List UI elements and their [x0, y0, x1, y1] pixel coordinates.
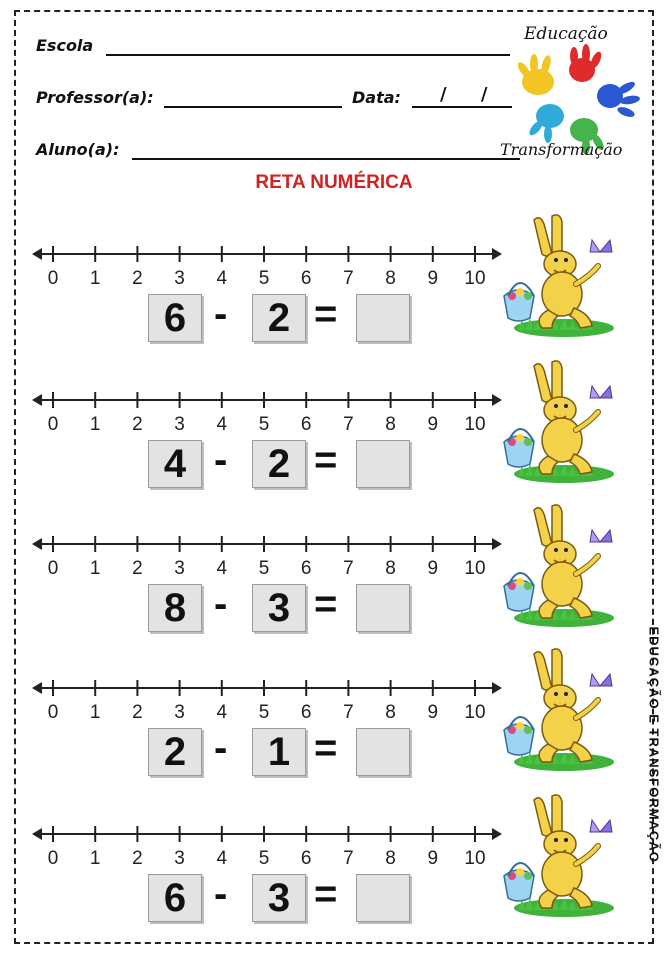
tick-label: 4 [216, 268, 228, 289]
tick-label: 0 [47, 558, 59, 579]
logo-text-transformacao: Transformação [500, 140, 623, 159]
educacao-transformacao-logo [498, 18, 660, 168]
tick-label: 8 [385, 558, 396, 579]
operand-b-box: 1 [252, 728, 306, 776]
tick-label: 9 [427, 702, 439, 723]
tick-label: 6 [300, 702, 312, 723]
minus-sign: - [214, 726, 228, 770]
tick-label: 2 [132, 702, 143, 723]
tick-label: 3 [174, 848, 185, 869]
tick-label: 10 [464, 848, 486, 869]
aluno-field[interactable] [132, 158, 520, 160]
tick-label: 4 [216, 702, 228, 723]
tick-label: 3 [174, 558, 185, 579]
tick-label: 7 [343, 558, 354, 579]
exercise-row [0, 672, 668, 812]
tick-label: 6 [300, 414, 312, 435]
answer-box[interactable] [356, 874, 410, 922]
tick-label: 9 [427, 268, 439, 289]
easter-bunny-icon [496, 212, 626, 342]
tick-label: 1 [89, 558, 101, 579]
tick-label: 0 [47, 848, 59, 869]
minus-sign: - [214, 438, 228, 482]
tick-label: 0 [47, 414, 59, 435]
tick-label: 0 [47, 268, 59, 289]
operand-b-box: 2 [252, 294, 306, 342]
arrow-left-icon [32, 828, 42, 840]
equals-sign: = [314, 872, 338, 916]
tick-label: 2 [132, 558, 143, 579]
tick-label: 4 [216, 848, 228, 869]
arrow-left-icon [32, 248, 42, 260]
minus-sign: - [214, 872, 228, 916]
arrow-left-icon [32, 682, 42, 694]
tick-label: 2 [132, 414, 143, 435]
tick-label: 1 [89, 268, 101, 289]
escola-field[interactable] [106, 54, 510, 56]
side-watermark-text: -EDUCAÇÃO E TRANSFORMAÇÃO [646, 621, 662, 863]
answer-box[interactable] [356, 440, 410, 488]
tick-label: 5 [258, 414, 270, 435]
tick-label: 3 [174, 702, 185, 723]
answer-box[interactable] [356, 584, 410, 632]
data-field[interactable] [412, 106, 512, 108]
tick-label: 3 [174, 414, 185, 435]
operand-a-box: 6 [148, 874, 202, 922]
exercise-row [0, 818, 668, 958]
equals-sign: = [314, 726, 338, 770]
minus-sign: - [214, 582, 228, 626]
easter-bunny-icon [496, 792, 626, 922]
professor-field[interactable] [164, 106, 342, 108]
operand-b-box: 3 [252, 584, 306, 632]
arrow-left-icon [32, 538, 42, 550]
tick-label: 5 [258, 702, 270, 723]
professor-label: Professor(a): [36, 88, 154, 107]
tick-label: 5 [258, 558, 270, 579]
tick-label: 8 [385, 848, 396, 869]
easter-bunny-icon [496, 646, 626, 776]
operand-b-box: 3 [252, 874, 306, 922]
tick-label: 10 [464, 702, 486, 723]
tick-label: 6 [300, 558, 312, 579]
escola-label: Escola [36, 36, 94, 55]
data-slashes: / / [440, 84, 502, 105]
tick-label: 2 [132, 268, 143, 289]
equals-sign: = [314, 438, 338, 482]
tick-label: 7 [343, 268, 354, 289]
easter-bunny-icon [496, 358, 626, 488]
logo-text-educacao: Educação [524, 24, 608, 44]
tick-label: 8 [385, 702, 396, 723]
tick-label: 4 [216, 558, 228, 579]
easter-bunny-icon [496, 502, 626, 632]
exercise-row [0, 238, 668, 378]
tick-label: 1 [89, 848, 101, 869]
page-title: RETA NUMÉRICA [255, 172, 413, 193]
operand-a-box: 8 [148, 584, 202, 632]
tick-label: 10 [464, 558, 486, 579]
tick-label: 7 [343, 848, 354, 869]
answer-box[interactable] [356, 728, 410, 776]
tick-label: 9 [427, 558, 439, 579]
tick-label: 0 [47, 702, 59, 723]
operand-a-box: 2 [148, 728, 202, 776]
tick-label: 4 [216, 414, 228, 435]
logo-text-e: e [576, 84, 585, 100]
operand-a-box: 6 [148, 294, 202, 342]
data-label: Data: [352, 88, 401, 107]
tick-label: 10 [464, 414, 486, 435]
operand-a-box: 4 [148, 440, 202, 488]
tick-label: 7 [343, 414, 354, 435]
tick-label: 6 [300, 268, 312, 289]
tick-label: 1 [89, 414, 101, 435]
tick-label: 5 [258, 268, 270, 289]
tick-label: 8 [385, 414, 396, 435]
arrow-left-icon [32, 394, 42, 406]
operand-b-box: 2 [252, 440, 306, 488]
answer-box[interactable] [356, 294, 410, 342]
tick-label: 7 [343, 702, 354, 723]
minus-sign: - [214, 292, 228, 336]
tick-label: 3 [174, 268, 185, 289]
equals-sign: = [314, 582, 338, 626]
tick-label: 5 [258, 848, 270, 869]
tick-label: 8 [385, 268, 396, 289]
tick-label: 9 [427, 414, 439, 435]
tick-label: 10 [464, 268, 486, 289]
tick-label: 9 [427, 848, 439, 869]
aluno-label: Aluno(a): [36, 140, 120, 159]
tick-label: 6 [300, 848, 312, 869]
tick-label: 2 [132, 848, 143, 869]
tick-label: 1 [89, 702, 101, 723]
equals-sign: = [314, 292, 338, 336]
